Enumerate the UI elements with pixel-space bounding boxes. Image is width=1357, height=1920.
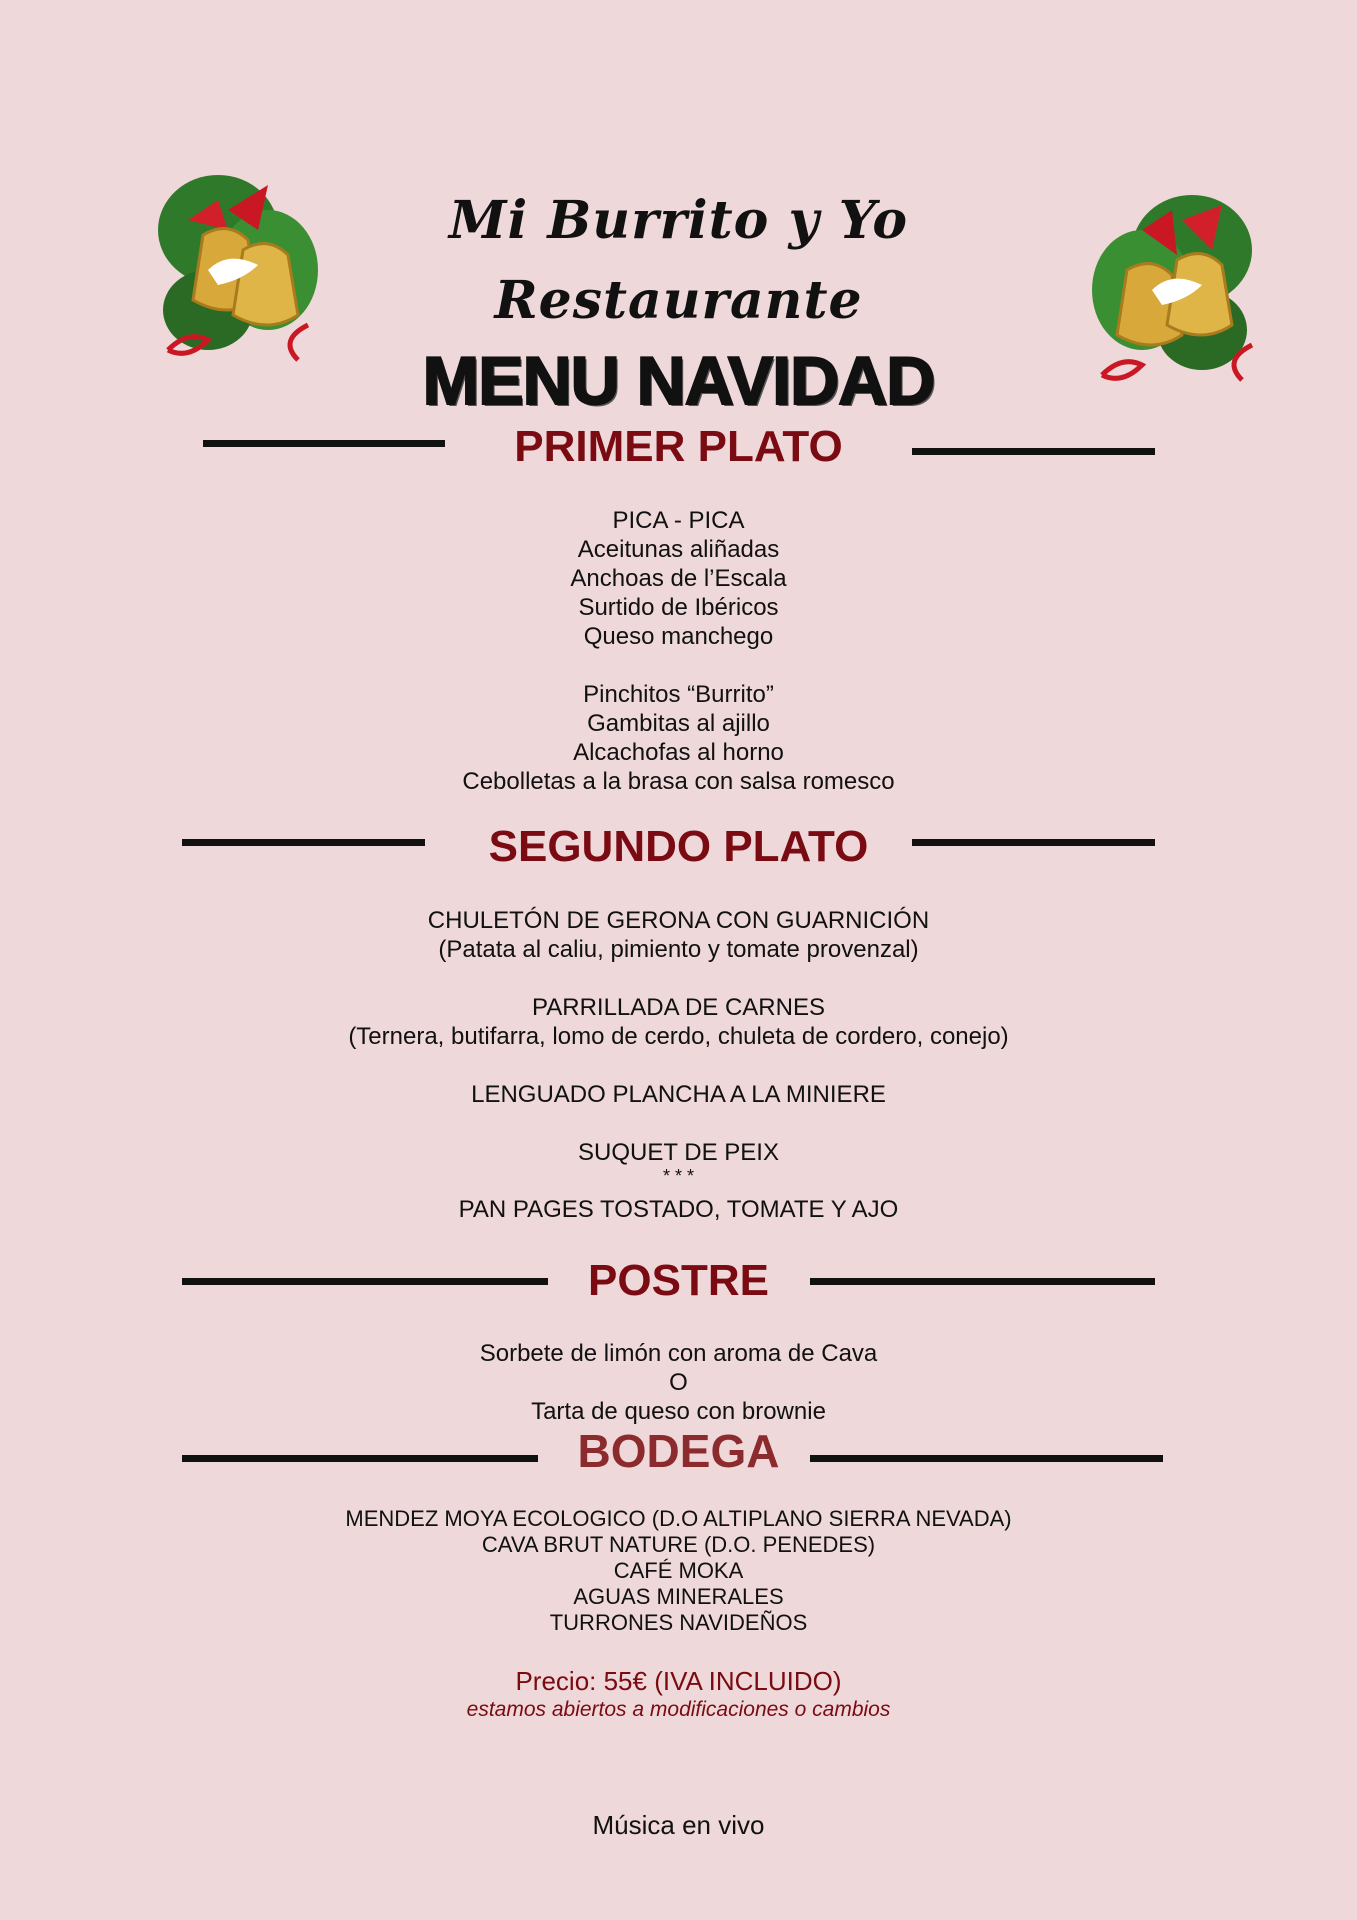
list-item: CAFÉ MOKA bbox=[613, 1558, 744, 1583]
primer-plato-list bbox=[0, 506, 1357, 651]
section-title-primer-plato: PRIMER PLATO bbox=[514, 422, 843, 471]
dish-name: PARRILLADA DE CARNES bbox=[532, 994, 825, 1021]
dish-detail: (Ternera, butifarra, lomo de cerdo, chuleta de cordero, conejo) bbox=[348, 1023, 1009, 1050]
list-item: Queso manchego bbox=[583, 623, 774, 650]
list-item: O bbox=[669, 1369, 688, 1396]
restaurant-subtitle: Restaurante bbox=[494, 270, 863, 331]
list-item: Aceitunas aliñadas bbox=[577, 536, 780, 563]
section-title-segundo-plato: SEGUNDO PLATO bbox=[488, 822, 869, 871]
music-text: Música en vivo bbox=[592, 1810, 765, 1840]
dish-name: SUQUET DE PEIX bbox=[578, 1139, 779, 1166]
list-item: Pinchitos “Burrito” bbox=[583, 681, 774, 708]
list-item: Alcachofas al horno bbox=[573, 739, 784, 766]
separator: * * * bbox=[662, 1166, 695, 1186]
list-item: Sorbete de limón con aroma de Cava bbox=[479, 1340, 878, 1367]
list-item: Cebolletas a la brasa con salsa romesco bbox=[462, 768, 895, 795]
list-item: PICA - PICA bbox=[612, 507, 745, 534]
list-item: Tarta de queso con brownie bbox=[531, 1398, 826, 1425]
list-item: Surtido de Ibéricos bbox=[578, 594, 779, 621]
bodega-list bbox=[0, 1506, 1357, 1636]
section-title-postre: POSTRE bbox=[588, 1256, 769, 1305]
dish-name: LENGUADO PLANCHA A LA MINIERE bbox=[471, 1081, 886, 1108]
primer-plato-list-2 bbox=[0, 680, 1357, 796]
segundo-plato-list bbox=[0, 906, 1357, 1224]
list-item: TURRONES NAVIDEÑOS bbox=[549, 1610, 808, 1635]
dish-detail: (Patata al caliu, pimiento y tomate provenzal) bbox=[438, 936, 919, 963]
list-item: AGUAS MINERALES bbox=[573, 1584, 784, 1609]
price-text: Precio: 55€ (IVA INCLUIDO) bbox=[515, 1666, 842, 1696]
list-item: Gambitas al ajillo bbox=[587, 710, 770, 737]
note-text: estamos abiertos a modificaciones o cambios bbox=[466, 1698, 891, 1721]
list-item: CAVA BRUT NATURE (D.O. PENEDES) bbox=[481, 1532, 876, 1557]
menu-title: MENU NAVIDAD bbox=[422, 343, 935, 419]
dish-name: CHULETÓN DE GERONA CON GUARNICIÓN bbox=[427, 907, 930, 934]
dish-name: PAN PAGES TOSTADO, TOMATE Y AJO bbox=[458, 1196, 899, 1223]
postre-list bbox=[0, 1339, 1357, 1426]
list-item: MENDEZ MOYA ECOLOGICO (D.O ALTIPLANO SIERRA NEVADA) bbox=[345, 1506, 1012, 1531]
restaurant-name: Mi Burrito y Yo bbox=[448, 190, 909, 251]
section-title-bodega: BODEGA bbox=[577, 1425, 780, 1477]
list-item: Anchoas de l’Escala bbox=[570, 565, 787, 592]
